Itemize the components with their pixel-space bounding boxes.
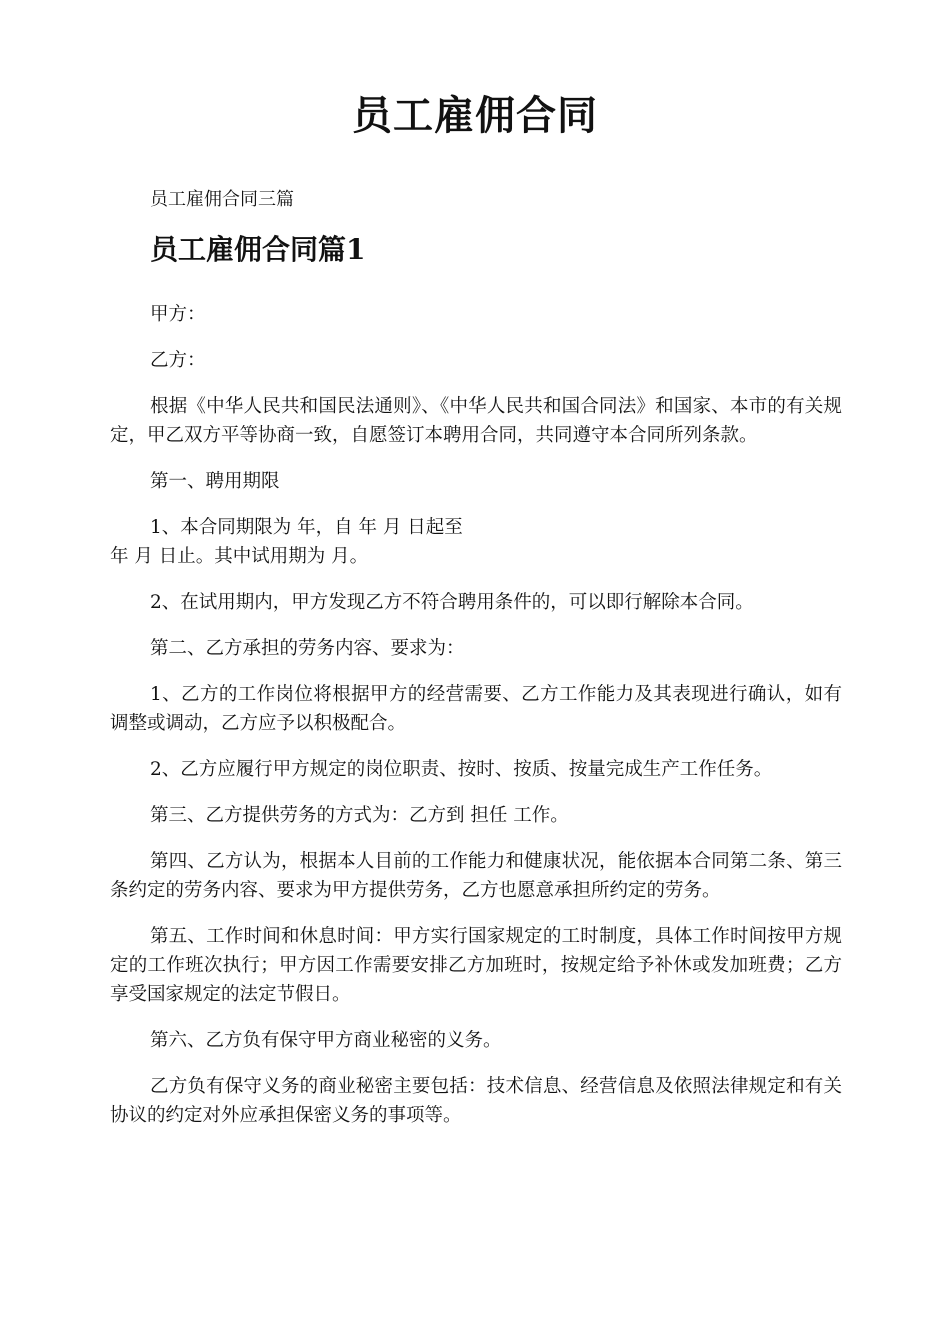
clause-heading-duties: 第二、乙方承担的劳务内容、要求为：	[150, 638, 465, 659]
term-clause	[110, 513, 842, 571]
section-heading: 员工雇佣合同篇1	[150, 233, 366, 266]
clause-heading-term: 第一、聘用期限	[150, 471, 280, 492]
clause-paragraph-5: 第五、工作时间和休息时间：甲方实行国家规定的工时制度，具体工作时间按甲方规定的工作班次执行；甲方因工作需要安排乙方加班时，按规定给予补休或发加班费；乙方享受国家规定的法定节假日。	[110, 926, 842, 1005]
document-subtitle: 员工雇佣合同三篇	[150, 189, 294, 210]
document-title: 员工雇佣合同	[352, 92, 598, 139]
probation-paragraph: 2、在试用期内，甲方发现乙方不符合聘用条件的，可以即行解除本合同。	[150, 592, 754, 613]
party-a-label: 甲方：	[150, 304, 206, 325]
clause-paragraph-3: 第三、乙方提供劳务的方式为：乙方到 担任 工作。	[150, 805, 569, 826]
duties-paragraph-2: 2、乙方应履行甲方规定的岗位职责、按时、按质、按量完成生产工作任务。	[150, 759, 773, 780]
term-clause-line-1: 1、本合同期限为 年，自 年 月 日起至	[150, 517, 463, 538]
confidentiality-paragraph: 乙方负有保守义务的商业秘密主要包括：技术信息、经营信息及依照法律规定和有关协议的约定对外应承担保密义务的事项等。	[110, 1076, 842, 1126]
preamble-paragraph: 根据《中华人民共和国民法通则》、《中华人民共和国合同法》和国家、本市的有关规定，甲乙双方平等协商一致，自愿签订本聘用合同，共同遵守本合同所列条款。	[110, 396, 842, 446]
document-body	[110, 300, 842, 1147]
term-clause-line-2: 年 月 日止。其中试用期为 月。	[110, 546, 369, 567]
duties-paragraph-1: 1、乙方的工作岗位将根据甲方的经营需要、乙方工作能力及其表现进行确认，如有调整或调动，乙方应予以积极配合。	[110, 684, 842, 734]
clause-paragraph-4: 第四、乙方认为，根据本人目前的工作能力和健康状况，能依据本合同第二条、第三条约定的劳务内容、要求为甲方提供劳务，乙方也愿意承担所约定的劳务。	[110, 851, 842, 901]
party-b-label: 乙方：	[150, 350, 206, 371]
clause-paragraph-6: 第六、乙方负有保守甲方商业秘密的义务。	[150, 1030, 502, 1051]
